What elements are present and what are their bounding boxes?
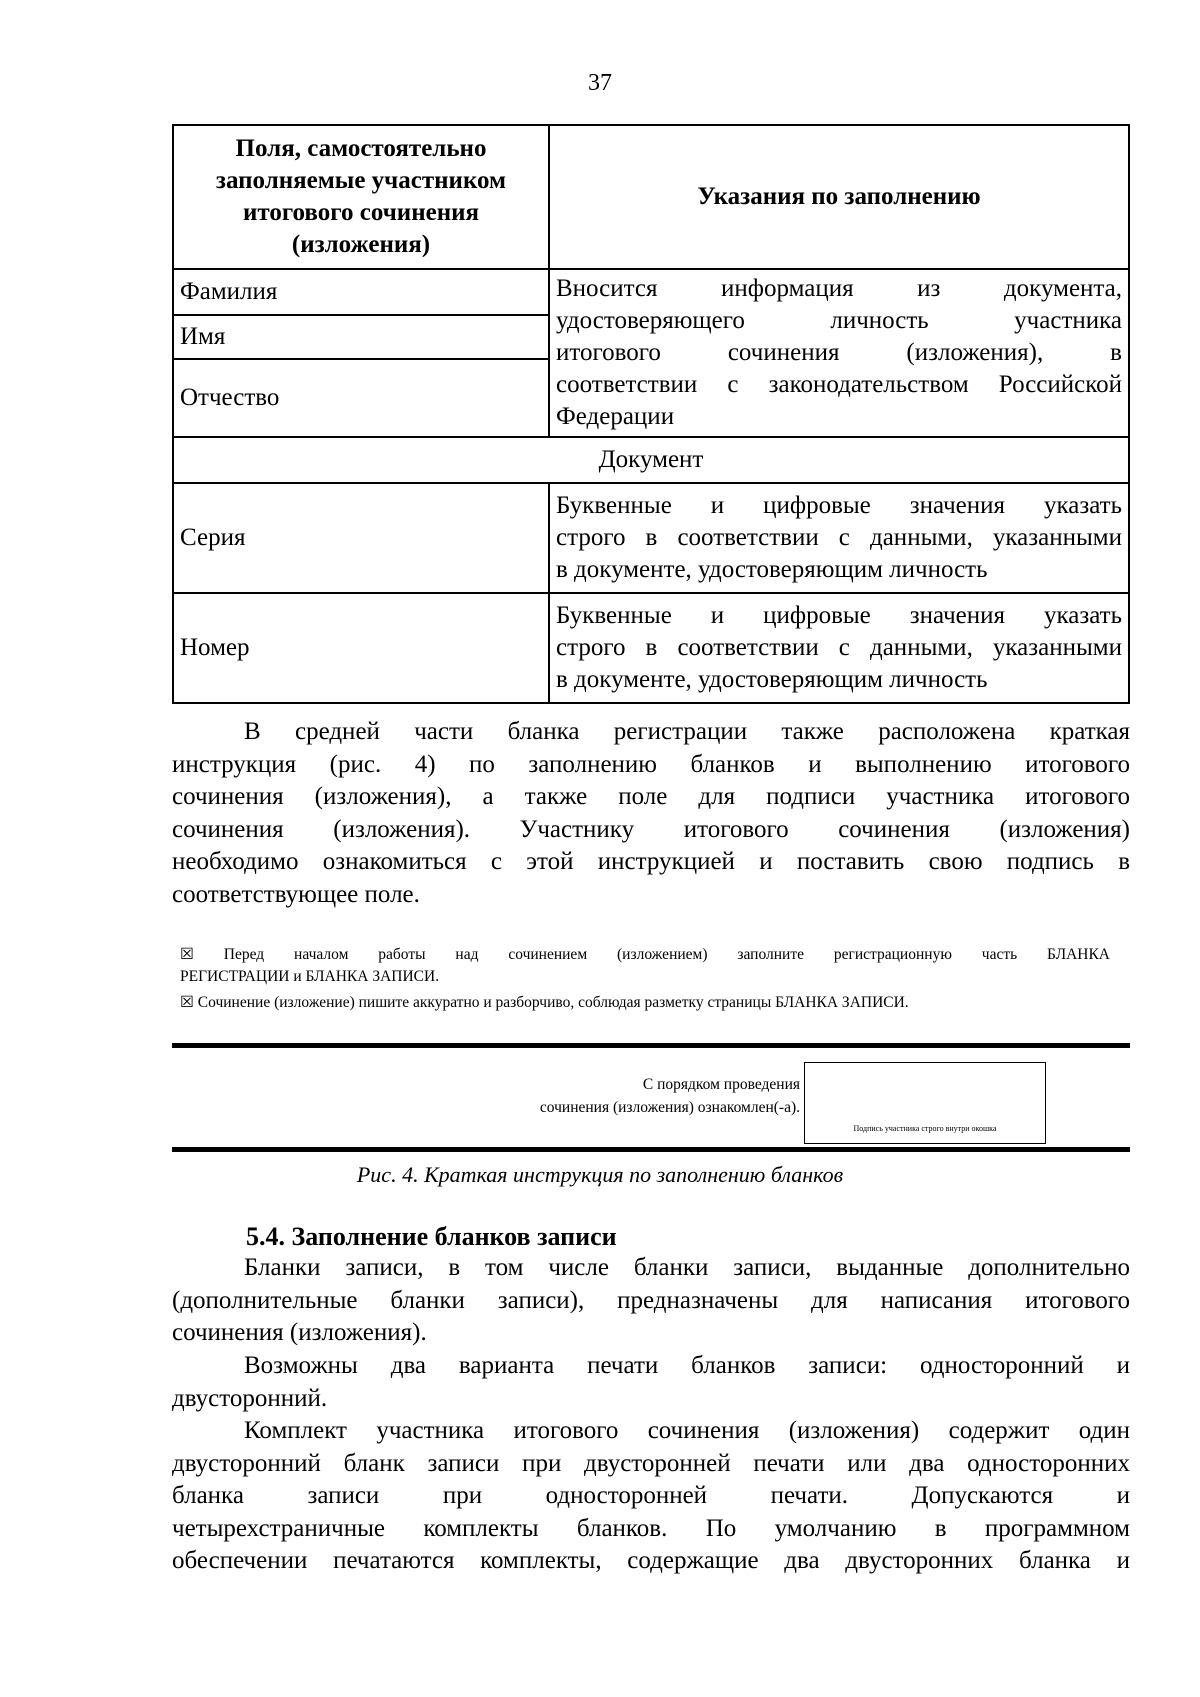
section-paragraph-1 <box>172 1252 1130 1350</box>
paragraph-instructions-intro <box>172 716 1130 911</box>
personal-info-instructions-cell <box>549 269 1129 437</box>
paragraph-line: Возможны два варианта печати бланков записи: односторонний и <box>244 1352 1130 1379</box>
table-header-row <box>173 125 1129 269</box>
instruction-text-line: РЕГИСТРАЦИИ и БЛАНКА ЗАПИСИ. <box>180 968 440 985</box>
paragraph-line: необходимо ознакомиться с этой инструкцией и поставить свою подпись в <box>172 848 1130 875</box>
section-paragraph-2 <box>172 1350 1130 1415</box>
paragraph-line: (дополнительные бланки записи), предназначены для написания итогового <box>172 1286 1130 1314</box>
number-cell: Номер <box>173 593 549 703</box>
header-left-line: (изложения) <box>291 231 431 258</box>
figure-instruction-2 <box>180 992 1110 1014</box>
table-row-document <box>173 437 1129 483</box>
signature-caption: Подпись участника строго внутри окошка <box>853 1124 997 1133</box>
acknowledgement-line: сочинения (изложения) ознакомлен(-а). <box>539 1099 800 1116</box>
name-cell: Имя <box>173 315 549 359</box>
series-cell: Серия <box>173 483 549 593</box>
number-instructions-cell <box>549 593 1129 703</box>
paragraph-line: Бланки записи, в том числе бланки записи, выданные дополнительно <box>244 1254 1130 1281</box>
instruction-text-line: ☒ Сочинение (изложение) пишите аккуратно и разборчиво, соблюдая разметку страницы БЛАНКА ЗАПИСИ. <box>180 994 909 1011</box>
header-fields-cell <box>173 125 549 269</box>
table-row-surname <box>173 269 1129 315</box>
paragraph-line: сочинения (изложения). <box>172 1319 427 1346</box>
acknowledgement-text <box>420 1073 800 1119</box>
figure-top-rule <box>172 1043 1130 1048</box>
header-left-line: Поля, самостоятельно <box>235 135 487 162</box>
section-paragraph-3 <box>172 1415 1130 1578</box>
instruction-line: в документе, удостоверяющим личность <box>556 556 988 583</box>
instruction-line: Буквенные и цифровые значения указать <box>556 602 1122 629</box>
section-title: 5.4. Заполнение бланков записи <box>246 1222 617 1251</box>
paragraph-line: В средней части бланка регистрации также расположена краткая <box>244 718 1130 745</box>
figure-caption: Рис. 4. Краткая инструкция по заполнению бланков <box>356 1162 844 1187</box>
paragraph-line: инструкция (рис. 4) по заполнению бланков и выполнению итогового <box>172 750 1130 778</box>
instruction-line: соответствии с законодательством Российской <box>556 371 1122 398</box>
figure-instruction-1 <box>180 944 1110 988</box>
header-left-line: заполняемые участником <box>215 167 507 194</box>
paragraph-line: Комплект участника итогового сочинения (изложения) содержит один <box>244 1417 1130 1444</box>
instruction-text-line: ☒ Перед началом работы над сочинением (изложением) заполните регистрационную часть БЛАНКА <box>180 946 1110 963</box>
header-left-line: итогового сочинения <box>242 199 480 226</box>
instruction-line: строго в соответствии с данными, указанными <box>556 524 1122 551</box>
page-number: 37 <box>588 70 612 96</box>
paragraph-line: сочинения (изложения). Участнику итогового сочинения (изложения) <box>172 815 1130 843</box>
paragraph-line: двусторонний. <box>172 1384 328 1412</box>
paragraph-line: обеспечении печатаются комплекты, содержащие два двусторонних бланка и <box>172 1547 1130 1574</box>
acknowledgement-line: С порядком проведения <box>642 1076 800 1093</box>
series-instructions-cell <box>549 483 1129 593</box>
paragraph-line: четырехстраничные комплекты бланков. По умолчанию в программном <box>172 1514 1130 1542</box>
instruction-line: удостоверяющего личность участника <box>556 307 1122 334</box>
paragraph-line: двусторонний бланк записи при двусторонней печати или два односторонних <box>172 1449 1130 1477</box>
figure-bottom-rule <box>172 1147 1130 1152</box>
paragraph-line: сочинения (изложения), а также поле для подписи участника итогового <box>172 783 1130 810</box>
instruction-line: итогового сочинения (изложения), в <box>556 339 1122 366</box>
table-row-number <box>173 593 1129 703</box>
table-row-series <box>173 483 1129 593</box>
instruction-line: в документе, удостоверяющим личность <box>556 666 988 693</box>
instruction-line: Федерации <box>556 403 675 430</box>
instruction-line: строго в соответствии с данными, указанными <box>556 634 1122 661</box>
header-instructions-cell: Указания по заполнению <box>549 125 1129 269</box>
surname-cell: Фамилия <box>173 269 549 315</box>
document-section-cell: Документ <box>173 437 1129 483</box>
paragraph-line: бланка записи при односторонней печати. Допускаются и <box>172 1482 1130 1509</box>
paragraph-line: соответствующее поле. <box>172 880 420 908</box>
fields-table <box>172 124 1130 704</box>
instruction-line: Буквенные и цифровые значения указать <box>556 492 1122 519</box>
patronymic-cell: Отчество <box>173 359 549 437</box>
instruction-line: Вносится информация из документа, <box>556 275 1122 302</box>
